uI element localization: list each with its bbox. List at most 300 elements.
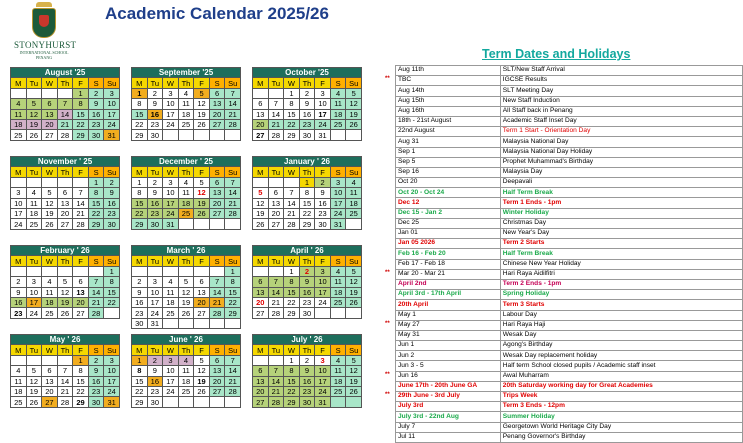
day-cell: 3: [147, 277, 163, 287]
day-cell: 13: [209, 188, 225, 198]
day-cell: 22: [88, 208, 104, 218]
day-cell: 20: [253, 386, 269, 396]
day-cell: [163, 318, 179, 328]
day-cell: 29: [132, 397, 148, 407]
day-cell: 22: [225, 297, 241, 307]
day-cell: 2: [147, 177, 163, 187]
day-cell: 21: [209, 297, 225, 307]
day-cell: 30: [315, 219, 331, 229]
day-cell: 30: [299, 130, 315, 140]
day-cell: [11, 88, 27, 98]
day-header: Tu: [147, 345, 163, 355]
day-cell: 4: [26, 188, 42, 198]
term-date: April 2nd: [396, 279, 501, 289]
day-cell: 1: [88, 177, 104, 187]
month-calendar: [252, 245, 362, 319]
day-cell: 15: [284, 376, 300, 386]
term-event: Chinese New Year Holiday: [500, 259, 742, 269]
day-cell: 9: [132, 287, 148, 297]
day-cell: 31: [315, 397, 331, 407]
day-header: Th: [178, 345, 194, 355]
day-cell: 4: [330, 355, 346, 365]
day-cell: 6: [42, 366, 58, 376]
day-cell: 10: [315, 366, 331, 376]
day-cell: 9: [299, 366, 315, 376]
day-cell: 28: [268, 308, 284, 318]
month-title: October '25: [253, 68, 362, 78]
day-cell: 6: [209, 88, 225, 98]
day-cell: 4: [11, 366, 27, 376]
day-cell: 19: [26, 386, 42, 396]
day-cell: 14: [225, 188, 241, 198]
day-cell: [26, 355, 42, 365]
term-event: Hari Raya Aidilfitri: [500, 269, 742, 279]
day-cell: 8: [104, 277, 120, 287]
day-cell: 19: [26, 119, 42, 129]
day-cell: 19: [346, 287, 362, 297]
day-header: M: [11, 345, 27, 355]
day-header: W: [42, 345, 58, 355]
day-cell: 12: [194, 188, 210, 198]
day-cell: 13: [253, 287, 269, 297]
day-cell: 9: [147, 99, 163, 109]
day-cell: [225, 318, 241, 328]
term-event: Deepavali: [500, 178, 742, 188]
day-cell: 16: [132, 297, 148, 307]
day-cell: 13: [209, 366, 225, 376]
day-cell: 1: [73, 355, 89, 365]
day-cell: [209, 219, 225, 229]
day-cell: 15: [73, 376, 89, 386]
month-calendar: [131, 67, 241, 141]
day-header: F: [73, 167, 89, 177]
day-cell: 12: [57, 287, 73, 297]
day-cell: 29: [132, 219, 148, 229]
term-date: Dec 15 - Jan 2: [396, 208, 501, 218]
day-cell: 5: [26, 99, 42, 109]
day-cell: 10: [104, 366, 120, 376]
day-cell: 7: [57, 366, 73, 376]
day-header: M: [132, 345, 148, 355]
day-cell: 18: [163, 297, 179, 307]
day-cell: 14: [225, 366, 241, 376]
month-calendar: [131, 156, 241, 230]
day-header: Tu: [26, 256, 42, 266]
day-cell: 27: [57, 219, 73, 229]
day-cell: 12: [42, 198, 58, 208]
day-cell: 8: [73, 366, 89, 376]
day-cell: 20: [73, 297, 89, 307]
day-header: Su: [346, 345, 362, 355]
month-title: March ' 26: [132, 246, 241, 256]
term-row: [396, 381, 743, 391]
day-cell: 16: [147, 376, 163, 386]
day-cell: 15: [104, 287, 120, 297]
day-cell: 3: [11, 188, 27, 198]
day-header: S: [330, 345, 346, 355]
day-header: M: [132, 78, 148, 88]
day-cell: 6: [57, 188, 73, 198]
term-date: July 3rd - 22nd Aug: [396, 412, 501, 422]
term-row: [396, 188, 743, 198]
term-date: Aug 16th: [396, 106, 501, 116]
day-cell: 17: [315, 287, 331, 297]
day-cell: 22: [132, 386, 148, 396]
day-cell: 20: [209, 109, 225, 119]
day-cell: 4: [163, 277, 179, 287]
day-cell: 14: [209, 287, 225, 297]
term-event: All Staff back in Penang: [500, 106, 742, 116]
crest-icon: [32, 8, 56, 38]
term-event: Half Term Break: [500, 249, 742, 259]
day-cell: 23: [147, 208, 163, 218]
day-cell: 5: [26, 366, 42, 376]
day-header: Th: [57, 78, 73, 88]
day-cell: 21: [225, 376, 241, 386]
day-cell: 23: [299, 119, 315, 129]
day-cell: 17: [104, 109, 120, 119]
day-cell: 13: [253, 376, 269, 386]
day-cell: [42, 177, 58, 187]
day-cell: 20: [253, 119, 269, 129]
day-cell: 8: [284, 366, 300, 376]
day-cell: 28: [268, 130, 284, 140]
day-cell: 17: [147, 297, 163, 307]
day-cell: 14: [57, 109, 73, 119]
day-cell: 26: [194, 386, 210, 396]
day-cell: 22: [284, 297, 300, 307]
term-row: [396, 96, 743, 106]
day-cell: [57, 88, 73, 98]
day-cell: 1: [284, 266, 300, 276]
day-cell: [346, 130, 362, 140]
day-cell: 30: [147, 397, 163, 407]
day-header: F: [315, 167, 331, 177]
day-cell: 10: [163, 188, 179, 198]
day-cell: 25: [330, 297, 346, 307]
day-header: W: [284, 167, 300, 177]
day-cell: [194, 266, 210, 276]
day-cell: 16: [299, 287, 315, 297]
day-cell: 6: [209, 177, 225, 187]
day-cell: 13: [42, 109, 58, 119]
day-cell: 29: [284, 397, 300, 407]
day-header: Tu: [268, 256, 284, 266]
day-header: S: [209, 167, 225, 177]
day-cell: 12: [178, 287, 194, 297]
day-header: M: [11, 167, 27, 177]
month-title: July ' 26: [253, 335, 362, 345]
star-marker: **: [385, 392, 390, 399]
term-date: Jan 01: [396, 229, 501, 239]
day-header: F: [73, 256, 89, 266]
day-cell: 18: [11, 119, 27, 129]
day-cell: [346, 308, 362, 318]
term-event: Malaysia Day: [500, 167, 742, 177]
day-header: Su: [104, 78, 120, 88]
day-header: Th: [57, 345, 73, 355]
term-event: Labour Day: [500, 310, 742, 320]
term-row: [396, 361, 743, 371]
day-cell: 28: [209, 308, 225, 318]
day-cell: 29: [284, 130, 300, 140]
day-cell: 2: [11, 277, 27, 287]
day-cell: 15: [284, 287, 300, 297]
month-calendar: [252, 156, 362, 230]
day-cell: 2: [299, 88, 315, 98]
day-cell: 25: [346, 208, 362, 218]
day-cell: [42, 266, 58, 276]
day-cell: 5: [57, 277, 73, 287]
day-header: Tu: [26, 78, 42, 88]
day-cell: 15: [132, 376, 148, 386]
day-header: Su: [225, 167, 241, 177]
term-event: Trips Week: [500, 392, 742, 402]
term-event: Agong's Birthday: [500, 341, 742, 351]
day-header: S: [209, 345, 225, 355]
day-cell: 7: [268, 277, 284, 287]
term-date: Oct 20: [396, 178, 501, 188]
day-cell: [253, 355, 269, 365]
day-cell: 18: [42, 297, 58, 307]
day-cell: 11: [346, 188, 362, 198]
day-cell: [57, 355, 73, 365]
day-cell: 5: [253, 188, 269, 198]
day-cell: 4: [346, 177, 362, 187]
term-row: [396, 351, 743, 361]
day-cell: [253, 266, 269, 276]
day-cell: 24: [163, 208, 179, 218]
day-cell: 12: [346, 99, 362, 109]
day-cell: 20: [268, 208, 284, 218]
day-cell: [132, 266, 148, 276]
day-cell: [225, 397, 241, 407]
day-cell: 7: [73, 188, 89, 198]
day-cell: 4: [330, 266, 346, 276]
term-row: [396, 137, 743, 147]
day-cell: 11: [178, 99, 194, 109]
term-event: 20th Saturday working day for Great Academies: [500, 381, 742, 391]
day-cell: 22: [132, 119, 148, 129]
day-cell: 28: [225, 119, 241, 129]
day-header: Su: [104, 256, 120, 266]
day-cell: 20: [42, 119, 58, 129]
term-date: Aug 31: [396, 137, 501, 147]
day-cell: 1: [225, 266, 241, 276]
day-cell: 24: [163, 119, 179, 129]
day-cell: [315, 308, 331, 318]
day-cell: 21: [225, 198, 241, 208]
term-row: [396, 412, 743, 422]
day-cell: 28: [268, 397, 284, 407]
day-cell: 9: [299, 277, 315, 287]
month-title: February ' 26: [11, 246, 120, 256]
day-cell: 27: [209, 119, 225, 129]
day-cell: 1: [299, 177, 315, 187]
day-cell: 6: [73, 277, 89, 287]
day-cell: 25: [178, 119, 194, 129]
day-cell: 15: [225, 287, 241, 297]
day-cell: 24: [330, 208, 346, 218]
term-event: Malaysia National Day: [500, 137, 742, 147]
month-title: January ' 26: [253, 157, 362, 167]
day-cell: [11, 266, 27, 276]
day-cell: 29: [88, 219, 104, 229]
day-cell: 27: [268, 219, 284, 229]
day-cell: 20: [253, 297, 269, 307]
day-cell: 8: [73, 99, 89, 109]
day-cell: 10: [163, 366, 179, 376]
term-row: [396, 300, 743, 310]
day-header: Th: [299, 256, 315, 266]
day-cell: 7: [209, 277, 225, 287]
day-cell: 17: [11, 208, 27, 218]
school-logo: [14, 2, 77, 62]
term-row: [396, 66, 743, 76]
term-row: [396, 167, 743, 177]
day-cell: 3: [315, 355, 331, 365]
day-cell: 11: [330, 366, 346, 376]
day-header: Th: [57, 167, 73, 177]
day-cell: 12: [253, 198, 269, 208]
term-event: IGCSE Results: [500, 76, 742, 86]
day-header: S: [330, 78, 346, 88]
day-cell: 14: [88, 287, 104, 297]
term-row: [396, 422, 743, 432]
day-header: Su: [104, 345, 120, 355]
day-cell: [346, 219, 362, 229]
day-cell: 14: [57, 376, 73, 386]
day-cell: [88, 266, 104, 276]
day-cell: 9: [88, 366, 104, 376]
day-cell: 25: [11, 130, 27, 140]
day-cell: 20: [194, 297, 210, 307]
day-cell: 30: [88, 130, 104, 140]
day-cell: 27: [73, 308, 89, 318]
day-cell: 6: [268, 188, 284, 198]
day-cell: 11: [26, 198, 42, 208]
day-cell: [225, 219, 241, 229]
day-cell: 17: [26, 297, 42, 307]
day-cell: 7: [225, 88, 241, 98]
term-row: [396, 402, 743, 412]
day-cell: 11: [42, 287, 58, 297]
month-title: June ' 26: [132, 335, 241, 345]
day-cell: 13: [73, 287, 89, 297]
day-cell: 25: [330, 386, 346, 396]
term-event: Half term School closed pupils / Academic staff inset: [500, 361, 742, 371]
day-cell: 23: [299, 386, 315, 396]
month-calendar: [131, 245, 241, 329]
day-cell: 5: [194, 177, 210, 187]
day-cell: 17: [330, 198, 346, 208]
term-event: Awal Muharram: [500, 371, 742, 381]
day-cell: 30: [299, 397, 315, 407]
day-cell: [209, 130, 225, 140]
day-cell: 16: [88, 109, 104, 119]
day-cell: 26: [346, 386, 362, 396]
day-header: M: [253, 167, 269, 177]
day-cell: [178, 318, 194, 328]
day-cell: 16: [299, 109, 315, 119]
day-cell: 26: [178, 308, 194, 318]
day-cell: [268, 88, 284, 98]
day-cell: 25: [330, 119, 346, 129]
day-cell: 29: [73, 130, 89, 140]
day-cell: 26: [346, 119, 362, 129]
term-event: Christmas Day: [500, 218, 742, 228]
term-date: Aug 15th: [396, 96, 501, 106]
day-cell: 4: [178, 177, 194, 187]
day-cell: 18: [330, 109, 346, 119]
day-header: M: [132, 256, 148, 266]
day-cell: 3: [315, 88, 331, 98]
day-cell: 20: [57, 208, 73, 218]
day-cell: 21: [57, 119, 73, 129]
day-cell: 29: [225, 308, 241, 318]
day-cell: 6: [194, 277, 210, 287]
day-cell: 27: [42, 130, 58, 140]
month-calendar: [131, 334, 241, 408]
day-cell: 10: [330, 188, 346, 198]
day-cell: 26: [26, 130, 42, 140]
day-header: Su: [104, 167, 120, 177]
day-cell: 8: [284, 99, 300, 109]
term-date: May 27: [396, 320, 501, 330]
day-cell: 16: [88, 376, 104, 386]
day-cell: 26: [57, 308, 73, 318]
term-date: TBC: [396, 76, 501, 86]
day-cell: 16: [147, 198, 163, 208]
day-cell: 19: [42, 208, 58, 218]
day-cell: [194, 130, 210, 140]
day-cell: [268, 177, 284, 187]
day-cell: 9: [147, 366, 163, 376]
term-event: Wesak Day: [500, 330, 742, 340]
month-title: September '25: [132, 68, 241, 78]
day-header: W: [284, 78, 300, 88]
day-cell: 1: [104, 266, 120, 276]
day-cell: 20: [42, 386, 58, 396]
term-row: [396, 259, 743, 269]
term-row: [396, 86, 743, 96]
day-header: F: [315, 256, 331, 266]
day-header: W: [163, 256, 179, 266]
day-cell: 15: [132, 109, 148, 119]
day-header: F: [194, 256, 210, 266]
term-row: [396, 392, 743, 402]
day-cell: 10: [26, 287, 42, 297]
day-header: W: [284, 256, 300, 266]
day-header: M: [11, 78, 27, 88]
day-header: S: [88, 167, 104, 177]
day-header: S: [209, 256, 225, 266]
day-header: M: [253, 78, 269, 88]
day-cell: 26: [346, 297, 362, 307]
day-header: M: [11, 256, 27, 266]
day-cell: 31: [104, 130, 120, 140]
day-cell: 28: [57, 397, 73, 407]
day-cell: 13: [42, 376, 58, 386]
term-event: Winter Holiday: [500, 208, 742, 218]
day-cell: 23: [88, 119, 104, 129]
term-date: 22nd August: [396, 127, 501, 137]
day-cell: 22: [132, 208, 148, 218]
day-cell: 17: [104, 376, 120, 386]
term-date: April 3rd - 17th April: [396, 290, 501, 300]
day-cell: 8: [132, 366, 148, 376]
day-header: Su: [346, 167, 362, 177]
